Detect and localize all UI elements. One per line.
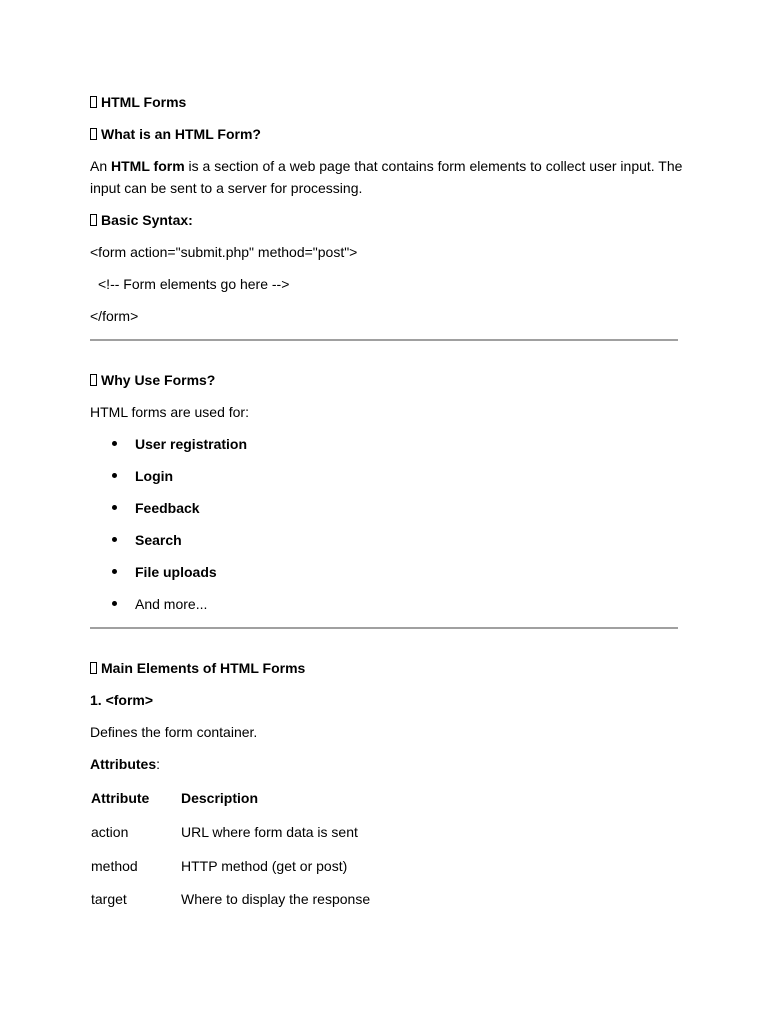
list-item: File uploads: [112, 562, 217, 583]
table-header-attribute: Attribute: [91, 790, 150, 806]
list-item: Feedback: [112, 498, 200, 519]
intro-term: HTML form: [111, 158, 185, 174]
missing-glyph-icon: [90, 128, 97, 140]
form-element-title: 1. <form>: [90, 692, 154, 708]
missing-glyph-icon: [90, 374, 97, 386]
table-cell: target: [91, 891, 127, 907]
heading-why-use: Why Use Forms?: [90, 370, 678, 391]
form-element-description: Defines the form container.: [90, 724, 258, 740]
syntax-line-1: <form action="submit.php" method="post">: [90, 244, 358, 260]
syntax-line-2: <!-- Form elements go here -->: [98, 276, 290, 292]
table-cell: Where to display the response: [181, 891, 371, 907]
divider: [90, 339, 678, 341]
heading-html-forms: HTML Forms: [90, 92, 678, 113]
heading-what-is: What is an HTML Form?: [90, 124, 678, 145]
syntax-line-3: </form>: [90, 308, 139, 324]
list-item: Login: [112, 466, 173, 487]
table-cell: HTTP method (get or post): [181, 858, 348, 874]
missing-glyph-icon: [90, 96, 97, 108]
bullet-icon: [112, 473, 117, 478]
heading-main-elements: Main Elements of HTML Forms: [90, 658, 678, 679]
bullet-icon: [112, 569, 117, 574]
bullet-icon: [112, 441, 117, 446]
list-item: Search: [112, 530, 182, 551]
bullet-icon: [112, 601, 117, 606]
divider: [90, 627, 678, 629]
table-cell: URL where form data is sent: [181, 824, 358, 840]
list-item: And more...: [112, 594, 207, 615]
intro-paragraph-line-1: An HTML form is a section of a web page that contains form elements to collect user input. The: [90, 158, 683, 174]
missing-glyph-icon: [90, 214, 97, 226]
table-cell: action: [91, 824, 129, 840]
table-header-description: Description: [181, 790, 259, 806]
bullet-icon: [112, 505, 117, 510]
heading-basic-syntax: Basic Syntax:: [90, 210, 678, 231]
intro-paragraph-line-2: input can be sent to a server for processing.: [90, 180, 363, 196]
bullet-icon: [112, 537, 117, 542]
why-intro: HTML forms are used for:: [90, 404, 249, 420]
table-cell: method: [91, 858, 138, 874]
missing-glyph-icon: [90, 662, 97, 674]
attributes-label: Attributes:: [90, 756, 161, 772]
list-item: User registration: [112, 434, 247, 455]
